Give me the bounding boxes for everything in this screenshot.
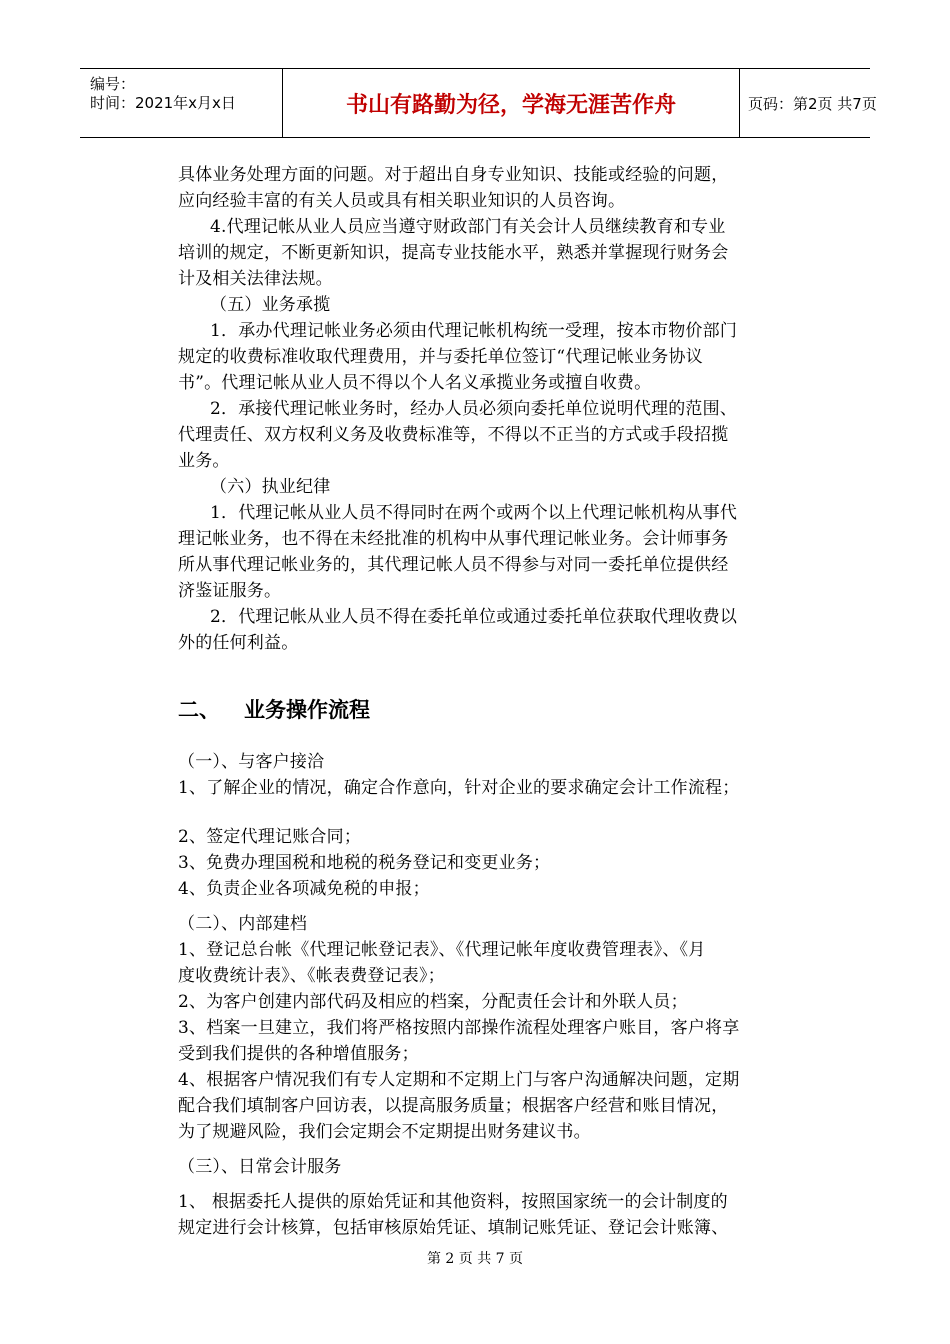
body-line: 外的任何利益。 [178, 633, 299, 653]
header-motto: 书山有路勤为径，学海无涯苦作舟 [282, 69, 740, 137]
list-item: 规定进行会计核算，包括审核原始凭证、填制记账凭证、登记会计账簿、 [178, 1218, 729, 1238]
body-line: 理记帐业务，也不得在未经批准的机构中从事代理记帐业务。会计师事务 [178, 529, 729, 549]
page-footer: 第 2 页 共 7 页 [426, 1251, 524, 1267]
list-item: 3、档案一旦建立，我们将严格按照内部操作流程处理客户账目，客户将享 [178, 1018, 740, 1038]
subsection-heading: （二）、内部建档 [178, 914, 308, 934]
body-line: 计及相关法律法规。 [178, 269, 333, 289]
body-line: 2．代理记帐从业人员不得在委托单位或通过委托单位获取代理收费以 [210, 607, 738, 627]
header-meta [80, 69, 280, 137]
subsection-heading: （三）、日常会计服务 [178, 1157, 342, 1177]
code-label: 编号： [90, 75, 136, 93]
time-label: 时间：2021年x月x日 [90, 94, 236, 112]
list-item: 4、负责企业各项减免税的申报； [178, 879, 430, 899]
body-line: 具体业务处理方面的问题。对于超出自身专业知识、技能或经验的问题， [178, 165, 729, 185]
body-line: 代理责任、双方权利义务及收费标准等，不得以不正当的方式或手段招揽 [178, 425, 729, 445]
list-item: 3、免费办理国税和地税的税务登记和变更业务； [178, 853, 551, 873]
body-line: 所从事代理记帐业务的，其代理记帐人员不得参与对同一委托单位提供经 [178, 555, 729, 575]
list-item: 2、为客户创建内部代码及相应的档案，分配责任会计和外联人员； [178, 992, 688, 1012]
body-line: 业务。 [178, 451, 230, 471]
page-header [80, 68, 877, 138]
section-title: 业务操作流程 [244, 698, 370, 722]
body-line: 培训的规定，不断更新知识，提高专业技能水平，熟悉并掌握现行财务会 [178, 243, 729, 263]
list-item: 配合我们填制客户回访表，以提高服务质量；根据客户经营和账目情况， [178, 1096, 729, 1116]
list-item: 为了规避风险，我们会定期会不定期提出财务建议书。 [178, 1122, 591, 1142]
body-line: 应向经验丰富的有关人员或具有相关职业知识的人员咨询。 [178, 191, 626, 211]
list-item: 1、了解企业的情况，确定合作意向，针对企业的要求确定会计工作流程； [178, 778, 740, 798]
list-item: 受到我们提供的各种增值服务； [178, 1044, 419, 1064]
body-line: 济鉴证服务。 [178, 581, 282, 601]
subsection-heading: （一）、与客户接洽 [178, 752, 325, 772]
list-item: 2、签定代理记账合同； [178, 827, 362, 847]
subsection-heading: （五）业务承揽 [210, 295, 331, 315]
body-line: 书”。代理记帐从业人员不得以个人名义承揽业务或擅自收费。 [178, 373, 652, 393]
section-heading [178, 694, 370, 724]
body-line: 4.代理记帐从业人员应当遵守财政部门有关会计人员继续教育和专业 [210, 217, 726, 237]
body-line: 1．承办代理记帐业务必须由代理记帐机构统一受理，按本市物价部门 [210, 321, 738, 341]
list-item: 度收费统计表》、《帐表费登记表》； [178, 966, 445, 986]
list-item: 4、根据客户情况我们有专人定期和不定期上门与客户沟通解决问题，定期 [178, 1070, 740, 1090]
body-line: 2．承接代理记帐业务时，经办人员必须向委托单位说明代理的范围、 [210, 399, 738, 419]
body-line: 规定的收费标准收取代理费用，并与委托单位签订“代理记帐业务协议 [178, 347, 703, 367]
body-line: 1．代理记帐从业人员不得同时在两个或两个以上代理记帐机构从事代 [210, 503, 738, 523]
section-number: 二、 [178, 698, 220, 722]
subsection-heading: （六）执业纪律 [210, 477, 331, 497]
list-item: 1、 根据委托人提供的原始凭证和其他资料，按照国家统一的会计制度的 [178, 1192, 728, 1212]
header-page-label: 页码：第2页 共7页 [748, 94, 877, 113]
list-item: 1、登记总台帐《代理记帐登记表》、《代理记帐年度收费管理表》、《月 [178, 940, 706, 960]
